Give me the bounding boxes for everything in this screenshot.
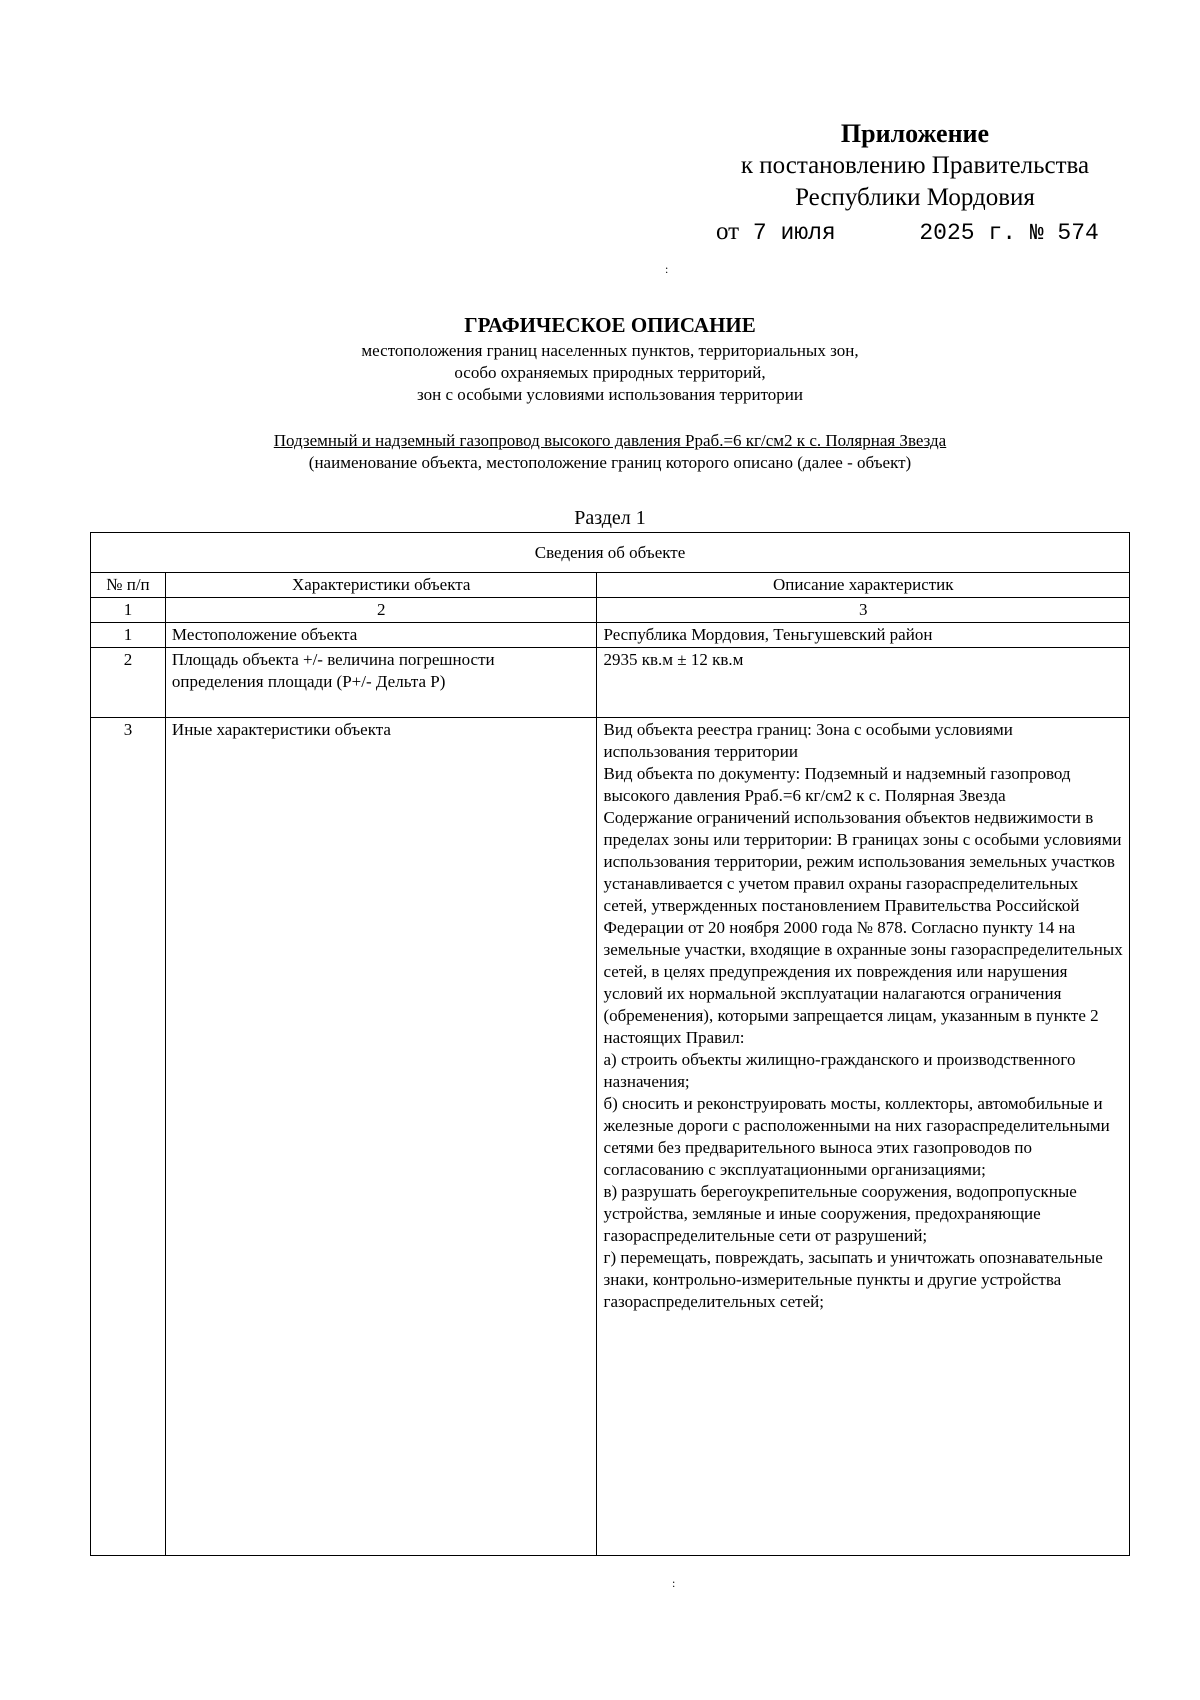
object-name-caption: (наименование объекта, местоположение границ которого описано (далее - объект) xyxy=(308,453,912,472)
document-heading xyxy=(90,310,1130,406)
object-info-table xyxy=(90,532,1130,1556)
object-name-block xyxy=(90,430,1130,474)
appendix-line-2: Республики Мордовия xyxy=(795,184,1035,211)
row-description: Республика Мордовия, Теньгушевский район xyxy=(597,623,1130,648)
row-characteristic: Местоположение объекта xyxy=(165,623,597,648)
object-name: Подземный и надземный газопровод высокого давления Рраб.=6 кг/см2 к с. Полярная Звезда xyxy=(273,431,947,450)
appendix-block xyxy=(680,118,1150,249)
section-title: Раздел 1 xyxy=(574,507,646,529)
scan-mark: : xyxy=(665,262,669,276)
header-characteristic: Характеристики объекта xyxy=(165,573,597,598)
date-day: 7 июля xyxy=(752,220,836,246)
table-title: Сведения об объекте xyxy=(91,533,1130,573)
document-subtitle-2: особо охраняемых природных территорий, xyxy=(454,363,766,382)
table-row xyxy=(91,648,1130,718)
row-number: 3 xyxy=(91,718,166,1556)
table-row xyxy=(91,623,1130,648)
row-characteristic: Площадь объекта +/- величина погрешности определения площади (P+/- Дельта P) xyxy=(165,648,597,718)
date-year-number: 2025 г. № 574 xyxy=(919,220,1099,246)
row-number: 2 xyxy=(91,648,166,718)
appendix-line-1: к постановлению Правительства xyxy=(740,152,1090,179)
header-number: № п/п xyxy=(91,573,166,598)
column-number-3: 3 xyxy=(597,598,1130,623)
document-title: ГРАФИЧЕСКОЕ ОПИСАНИЕ xyxy=(464,313,756,337)
column-number-2: 2 xyxy=(165,598,597,623)
header-description: Описание характеристик xyxy=(597,573,1130,598)
row-number: 1 xyxy=(91,623,166,648)
appendix-title: Приложение xyxy=(840,119,990,148)
date-prefix: от xyxy=(716,218,740,245)
row-characteristic: Иные характеристики объекта xyxy=(165,718,597,1556)
document-subtitle-3: зон с особыми условиями использования территории xyxy=(417,385,803,404)
column-number-1: 1 xyxy=(91,598,166,623)
appendix-date xyxy=(680,216,1150,249)
document-subtitle-1: местоположения границ населенных пунктов, территориальных зон, xyxy=(361,341,859,360)
row-description: 2935 кв.м ± 12 кв.м xyxy=(597,648,1130,718)
row-description: Вид объекта реестра границ: Зона с особыми условиями использования территории Вид объекта по документу: Подземный и надземный газопровод высокого давления Рраб.=6 кг/см2 к с. Полярная Звезда Содержание ограничений использования объектов недвижимости в пределах зоны или территории: В границах зоны с особыми условиями использования территории, режим использования земельных участков устанавливается с учетом правил охраны газораспределительных сетей, утвержденных постановлением Правительства Российской Федерации от 20 ноября 2000 года № 878. Согласно пункту 14 на земельные участки, входящие в охранные зоны газораспределительных сетей, в целях предупреждения их повреждения или нарушения условий их нормальной эксплуатации налагаются ограничения (обременения), которыми запрещается лицам, указанным в пункте 2 настоящих Правил: а) строить объекты жилищно-гражданского и производственного назначения; б) сносить и реконструировать мосты, коллекторы, автомобильные и железные дороги с расположенными на них газораспределительными сетями без предварительного выноса этих газопроводов по согласованию с эксплуатационными организациями; в) разрушать берегоукрепительные сооружения, водопропускные устройства, земляные и иные сооружения, предохраняющие газораспределительные сети от разрушений; г) перемещать, повреждать, засыпать и уничтожать опознавательные знаки, контрольно-измерительные пункты и другие устройства газораспределительных сетей; xyxy=(597,718,1130,1556)
scan-mark: : xyxy=(672,1576,676,1590)
table-row xyxy=(91,718,1130,1556)
